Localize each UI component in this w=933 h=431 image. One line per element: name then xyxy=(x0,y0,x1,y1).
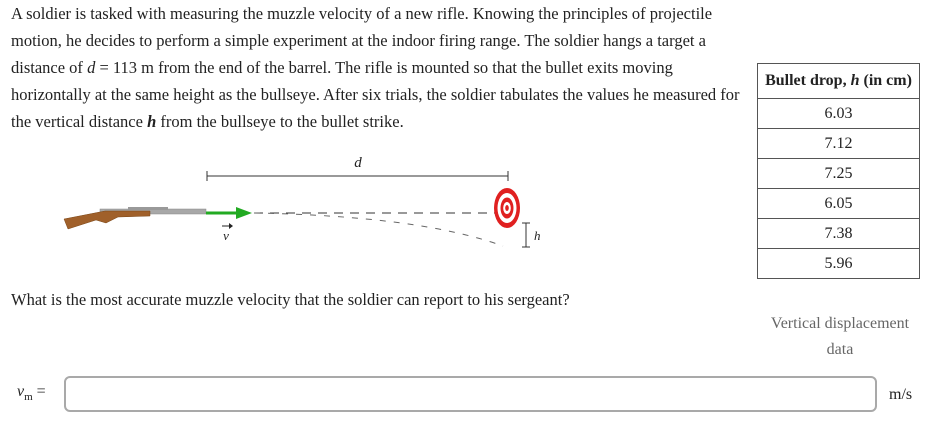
question-text: What is the most accurate muzzle velocity that the soldier can report to his sergeant? xyxy=(11,290,570,309)
problem-text-2: = 113 m from the end of the barrel. The rifle is mounted so that the bullet exits moving horizontally at the same height as the bullseye. After six trials, the soldier tabulates the values he measured for the vertical distance xyxy=(11,58,740,131)
answer-label: $v_m$ = xyxy=(17,383,46,404)
table-cell: 6.05 xyxy=(758,189,920,219)
table-cell: 6.03 xyxy=(758,99,920,129)
label-v: v xyxy=(223,228,229,243)
problem-text-1: A soldier is tasked with measuring the muzzle velocity of a new rifle. Knowing the principles of projectile motion, he decides to perform a simple experiment at the indoor firing range. The soldier hangs a target a distance of xyxy=(11,4,713,77)
table-cell: 5.96 xyxy=(758,249,920,279)
bullet-drop-table xyxy=(757,63,920,279)
table-caption: Vertical displacement data xyxy=(770,315,910,358)
table-cell: 7.38 xyxy=(758,219,920,249)
trajectory-path xyxy=(254,213,503,246)
velocity-arrow-icon xyxy=(236,207,252,219)
label-d: d xyxy=(354,155,362,171)
var-d: d xyxy=(87,58,96,77)
target-icon xyxy=(494,188,520,228)
label-h: h xyxy=(534,228,541,243)
unit-label: m/s xyxy=(889,386,913,403)
rifle-icon xyxy=(64,207,206,229)
var-h: h xyxy=(147,112,157,131)
problem-statement xyxy=(11,0,741,135)
table-cell: 7.25 xyxy=(758,159,920,189)
velocity-answer-input[interactable] xyxy=(64,376,877,412)
problem-text-3: from the bullseye to the bullet strike. xyxy=(156,112,404,131)
rifle-diagram xyxy=(0,150,740,280)
table-cell: 7.12 xyxy=(758,129,920,159)
table-header: Bullet drop, h (in cm) xyxy=(758,64,920,99)
